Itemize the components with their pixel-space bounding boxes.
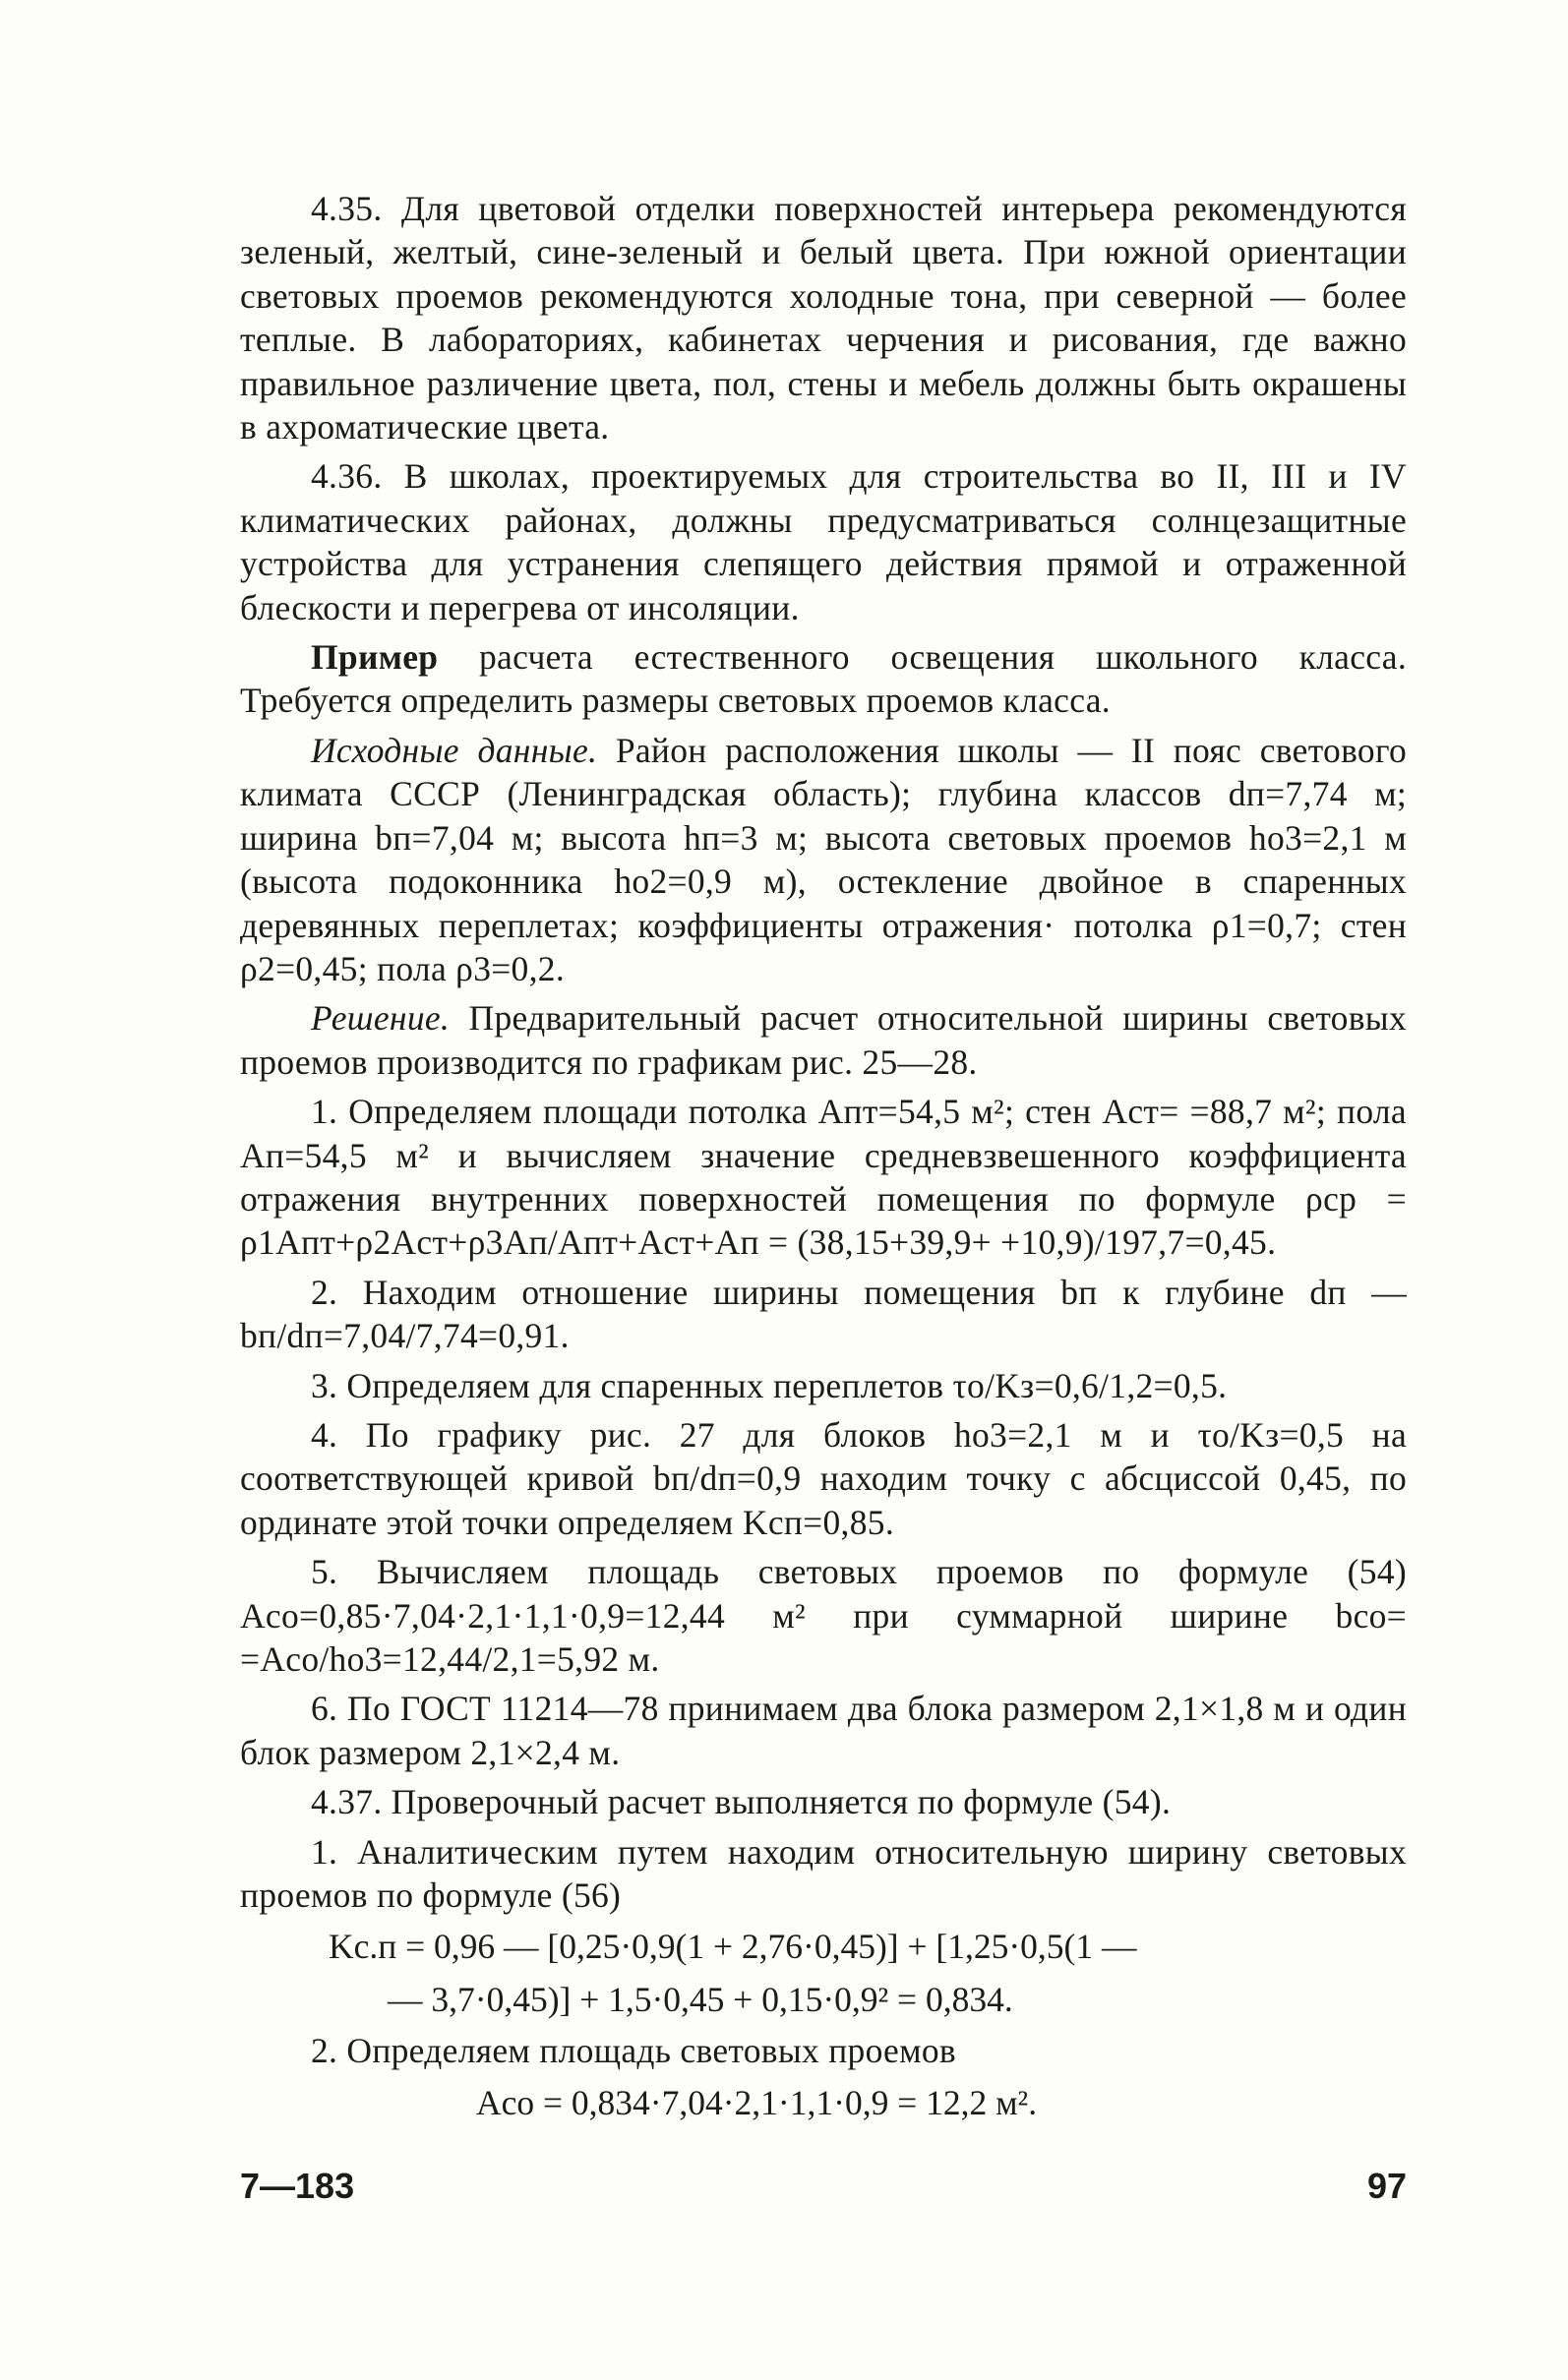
paragraph-example — [240, 635, 1407, 723]
solution-lead: Решение. — [311, 998, 451, 1039]
example-lead: Пример — [311, 637, 439, 678]
solution-text: Предварительный расчет относительной ширины световых проемов производится по графикам рис. 25—28. — [240, 998, 1407, 1082]
paragraph-given-data — [240, 729, 1407, 990]
step-2: 2. Находим отношение ширины помещения bп к глубине dп — bп/dп=7,04/7,74=0,91. — [240, 1272, 1407, 1356]
paragraph-4-37: 4.37. Проверочный расчет выполняется по формуле (54). — [311, 1782, 1172, 1822]
formula-aco: Aсо = 0,834·7,04·2,1·1,1·0,9 = 12,2 м². — [476, 2082, 1038, 2122]
page-number: 97 — [1366, 2166, 1407, 2206]
signature-mark: 7—183 — [240, 2166, 355, 2206]
given-lead: Исходные данные. — [311, 730, 598, 770]
check-step-1: 1. Аналитическим путем находим относительную ширину световых проемов по формуле (56) — [240, 1831, 1407, 1916]
check-step-2: 2. Определяем площадь световых проемов — [311, 2031, 956, 2071]
page-footer — [240, 2166, 1407, 2207]
step-6: 6. По ГОСТ 11214—78 принимаем два блока размером 2,1×1,8 м и один блок размером 2,1×2,4 м. — [240, 1689, 1407, 1772]
paragraph-4-36: 4.36. В школах, проектируемых для строительства во II, III и IV климатических районах, должны предусматриваться солнцезащитные устройства для устранения слепящего действия прямой и отраженной блескости и перегрева от инсоляции. — [240, 456, 1407, 627]
step-4: 4. По графику рис. 27 для блоков hо3=2,1 м и τо/Kз=0,5 на соответствующей кривой bп/dп=0,9 находим точку с абсциссой 0,45, по ординате этой точки определяем Kсп=0,85. — [240, 1414, 1407, 1542]
formula-kcp-line1: Kс.п = 0,96 — [0,25·0,9(1 + 2,76·0,45)] + [1,25·0,5(1 — — [329, 1927, 1137, 1967]
example-text: расчета естественного освещения школьного класса. Требуется определить размеры световых проемов класса. — [240, 637, 1407, 721]
formula-kcp-line2: — 3,7·0,45)] + 1,5·0,45 + 0,15·0,9² = 0,834. — [388, 1980, 1013, 2020]
given-text: Район расположения школы — II пояс светового климата СССР (Ленинградская область); глубина классов dп=7,74 м; ширина bп=7,04 м; высота hп=3 м; высота световых проемов hо3=2,1 м (высота подоконника hо2=0,9 м), остекление двойное в спаренных деревянных переплетах; коэффициенты отражения· потолка ρ1=0,7; стен ρ2=0,45; пола ρ3=0,2. — [240, 730, 1407, 988]
step-5: 5. Вычисляем площадь световых проемов по формуле (54) Aсо=0,85·7,04·2,1·1,1·0,9=12,44 м² при суммарной ширине bсо= =Aсо/hо3=12,44/2,1=5,92 м. — [240, 1552, 1407, 1679]
text-column — [240, 187, 1407, 2132]
paragraph-4-35: 4.35. Для цветовой отделки поверхностей интерьера рекомендуются зеленый, желтый, сине-зеленый и белый цвета. При южной ориентации световых проемов рекомендуются холодные тона, при северной — более теплые. В лабораториях, кабинетах черчения и рисования, где важно правильное различение цвета, пол, стены и мебель должны быть окрашены в ахроматические цвета. — [240, 189, 1407, 447]
step-3: 3. Определяем для спаренных переплетов τо/Kз=0,6/1,2=0,5. — [311, 1365, 1228, 1405]
step-1: 1. Определяем площади потолка Aпт=54,5 м²; стен Aст= =88,7 м²; пола Aп=54,5 м² и вычисляем значение средневзвешенного коэффициента отражения внутренних поверхностей помещения по формуле ρср = ρ1Aпт+ρ2Aст+ρ3Aп/Aпт+Aст+Aп = (38,15+39,9+ +10,9)/197,7=0,45. — [240, 1092, 1407, 1263]
paragraph-solution — [240, 996, 1407, 1084]
